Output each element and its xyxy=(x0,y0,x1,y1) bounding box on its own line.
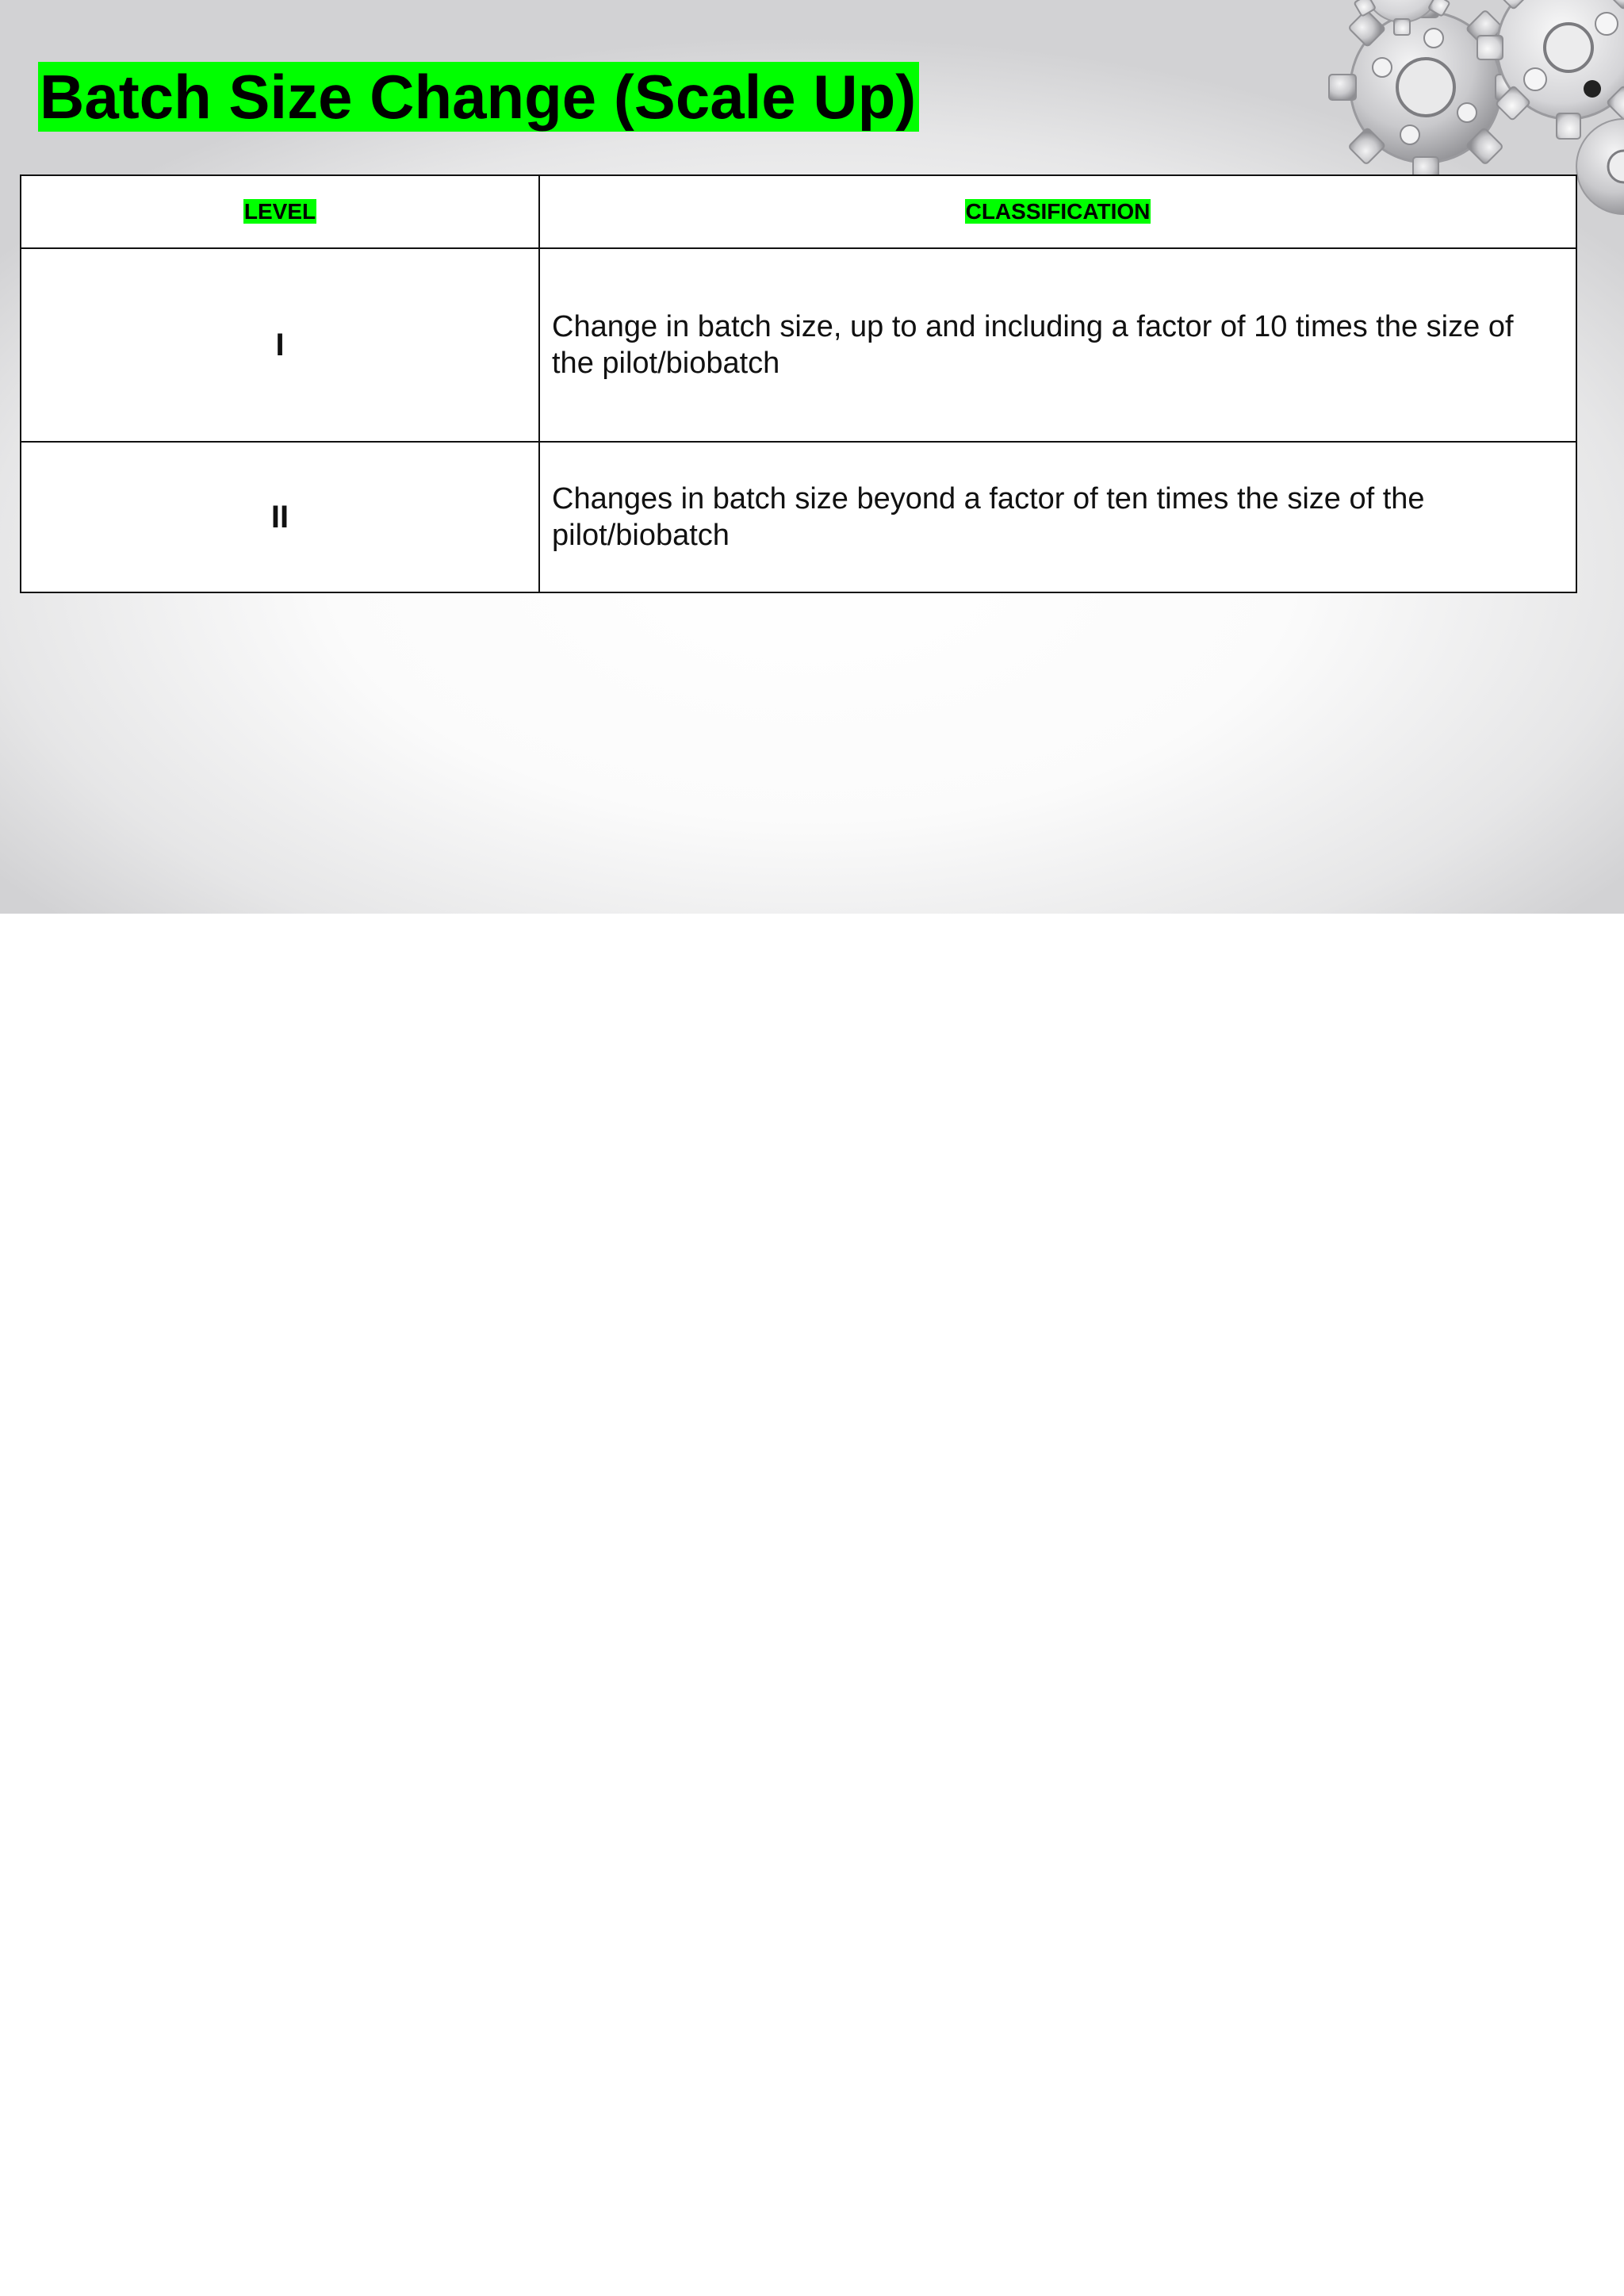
header-label-level: LEVEL xyxy=(243,199,316,224)
scale-up-table xyxy=(20,174,1577,593)
header-cell-classification xyxy=(539,175,1576,248)
level-cell: I xyxy=(21,248,539,442)
classification-cell: Changes in batch size beyond a factor of ten times the size of the pilot/biobatch xyxy=(539,442,1576,592)
header-cell-level xyxy=(21,175,539,248)
page-title: Batch Size Change (Scale Up) xyxy=(38,62,919,132)
table-row xyxy=(21,248,1576,442)
slide xyxy=(0,0,1624,914)
header-label-classification: CLASSIFICATION xyxy=(965,199,1151,224)
classification-cell: Change in batch size, up to and including a factor of 10 times the size of the pilot/biobatch xyxy=(539,248,1576,442)
table-row xyxy=(21,442,1576,592)
level-cell: II xyxy=(21,442,539,592)
table-header-row xyxy=(21,175,1576,248)
